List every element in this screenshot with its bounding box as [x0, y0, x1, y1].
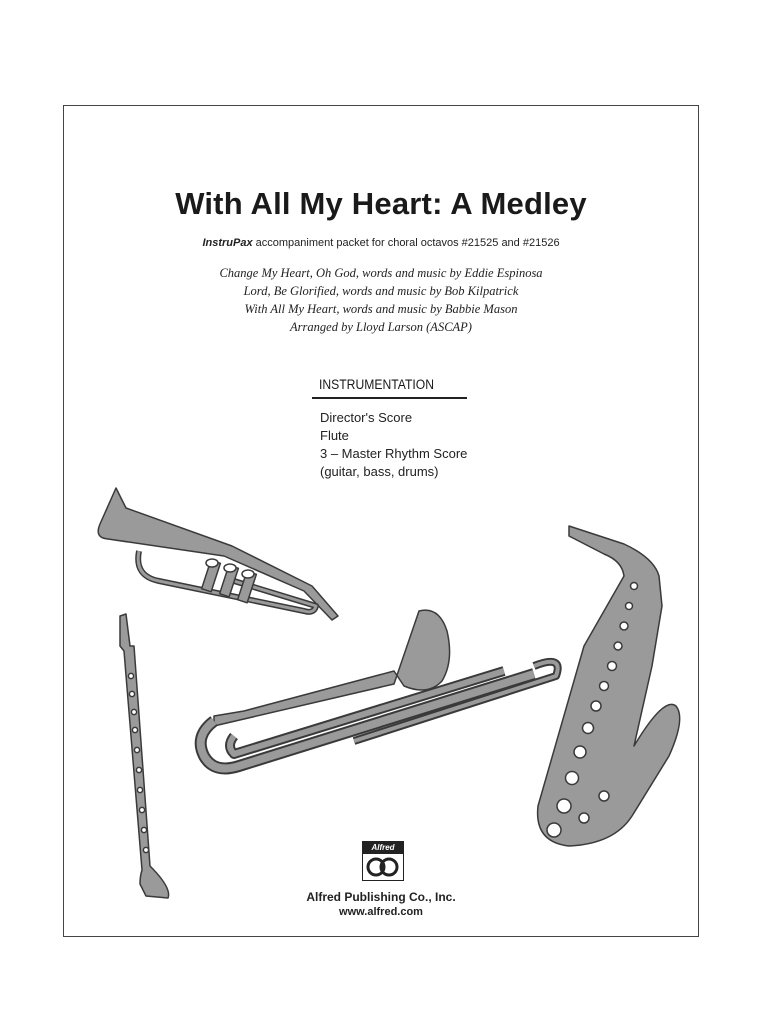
publisher-logo	[362, 841, 404, 881]
page-title: With All My Heart: A Medley	[175, 186, 587, 221]
trombone-icon	[201, 610, 558, 768]
arranger-line: Arranged by Lloyd Larson (ASCAP)	[290, 320, 472, 334]
credit-line: With All My Heart, words and music by Babbie Mason	[244, 302, 518, 316]
instrument-illustrations	[64, 106, 700, 938]
list-item: 3 – Master Rhythm Score	[320, 446, 468, 461]
subtitle-text: accompaniment packet for choral octavos #21525 and #21526	[252, 237, 560, 249]
list-item: Director's Score	[320, 410, 413, 425]
credit-line: Change My Heart, Oh God, words and music by Eddie Espinosa	[219, 266, 543, 280]
credit-line: Lord, Be Glorified, words and music by Bob Kilpatrick	[243, 284, 519, 298]
logo-mark-icon	[363, 854, 402, 879]
list-item: Flute	[320, 428, 349, 443]
subtitle-brand: InstruPax	[202, 237, 253, 249]
cover-page	[63, 105, 699, 937]
clarinet-icon	[120, 614, 169, 898]
logo-wordmark: Alfred	[363, 842, 403, 854]
instrumentation-heading: INSTRUMENTATION	[319, 377, 434, 392]
publisher-url: www.alfred.com	[339, 906, 423, 918]
list-item: (guitar, bass, drums)	[320, 464, 439, 479]
trumpet-icon	[98, 488, 338, 620]
publisher-name: Alfred Publishing Co., Inc.	[306, 890, 456, 904]
saxophone-icon	[538, 526, 680, 846]
